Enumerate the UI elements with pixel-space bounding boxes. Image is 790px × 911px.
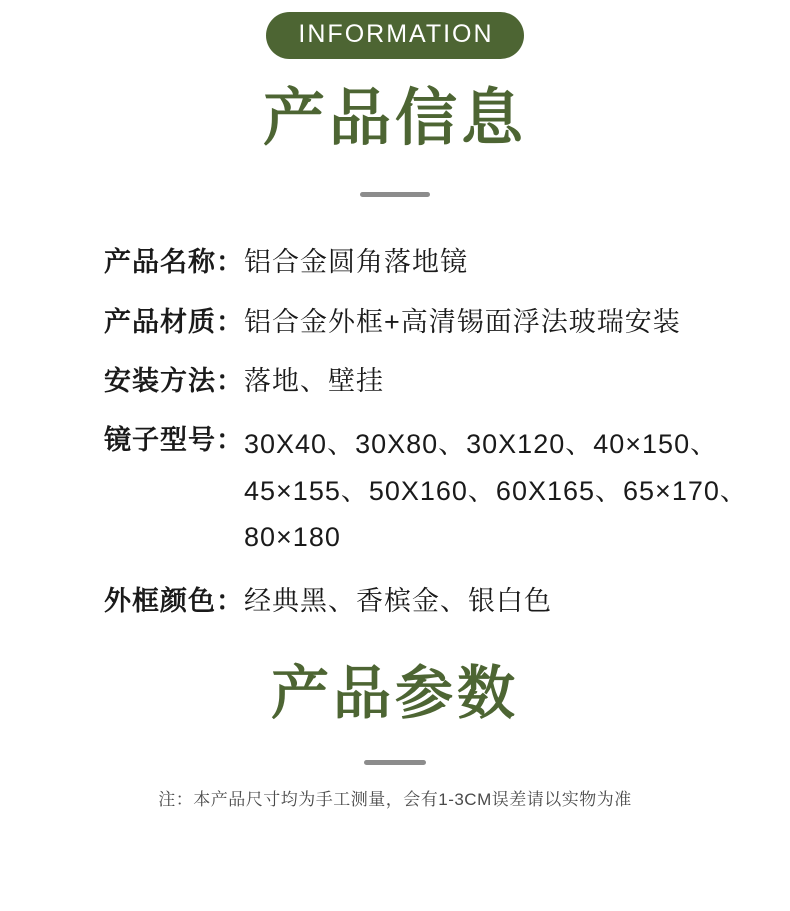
badge-container — [0, 0, 790, 59]
params-title: 产品参数 — [270, 660, 519, 726]
title-divider — [360, 192, 430, 197]
information-badge: INFORMATION — [266, 12, 523, 59]
measurement-note: 注：本产品尺寸均为手工测量，会有1-3CM误差请以实物为准 — [158, 789, 632, 809]
info-row-product-name — [104, 243, 764, 281]
info-value: 经典黑、香槟金、银白色 — [244, 585, 552, 616]
info-value: 30X40、30X80、30X120、40×150、45×155、50X160、60X165、65×170、80×180 — [244, 429, 748, 553]
info-row-material — [104, 303, 764, 341]
info-row-frame-color — [104, 582, 764, 620]
params-divider — [364, 760, 426, 765]
info-value: 铝合金圆角落地镜 — [244, 247, 468, 278]
product-info-list — [0, 243, 790, 620]
info-label: 产品名称： — [104, 247, 244, 278]
info-label: 外框颜色： — [104, 585, 244, 616]
page-title: 产品信息 — [262, 84, 527, 153]
info-label: 安装方法： — [104, 365, 244, 396]
info-label: 镜子型号： — [104, 425, 244, 456]
info-value: 落地、壁挂 — [244, 365, 384, 396]
info-row-installation — [104, 362, 764, 400]
info-label: 产品材质： — [104, 306, 244, 337]
info-value: 铝合金外框+高清锡面浮法玻瑞安装 — [244, 306, 681, 337]
info-row-models — [104, 421, 764, 560]
